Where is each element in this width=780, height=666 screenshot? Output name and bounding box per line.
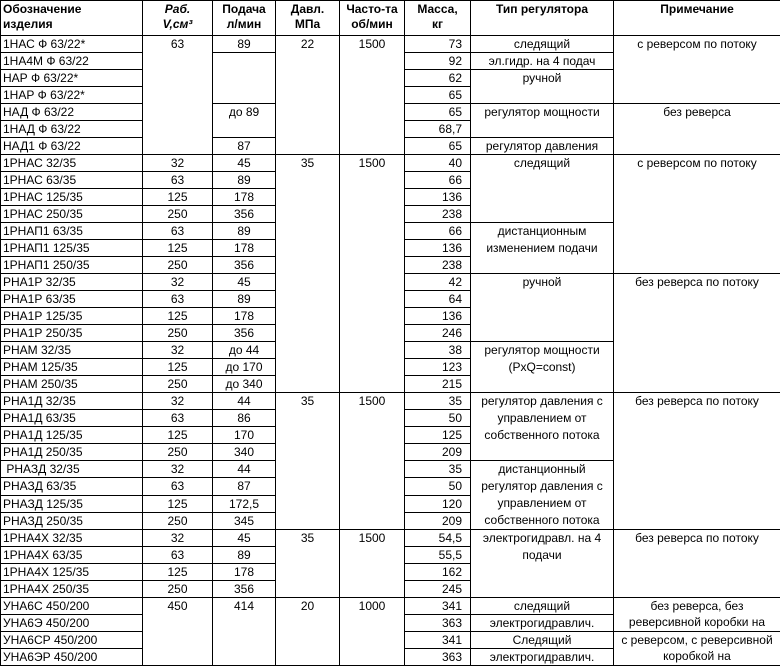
table-row: РНА1Д 250/35 250 340 209 — [1, 444, 780, 461]
header-frequency: Часто-та об/мин — [340, 1, 405, 36]
table-row: 1РНАС 63/35 63 89 66 — [1, 172, 780, 189]
table-row: НАР Ф 63/22* 62 ручной — [1, 70, 780, 87]
table-row: 1НАС Ф 63/22* 63 89 22 1500 73 следящий с реверсом по потоку — [1, 36, 780, 53]
table-row: 1РНА4Х 125/35 125 178 162 — [1, 564, 780, 581]
table-row: 1РНАС 250/35 250 356 238 — [1, 206, 780, 223]
table-row: НАД Ф 63/22 до 89 65 регулятор мощности без реверса — [1, 104, 780, 121]
table-row: РНА1Р 125/35 125 178 136 — [1, 308, 780, 325]
table-row: 1НАР Ф 63/22* 65 — [1, 87, 780, 104]
table-row: УНА6Э 450/200 363 электрогидравлич. — [1, 615, 780, 632]
header-regulator: Тип регулятора — [471, 1, 614, 36]
table-row: РНАЗД 125/35 125 172,5 120 — [1, 495, 780, 512]
table-row: РНА1Р 63/35 63 89 64 — [1, 291, 780, 308]
table-row: НАД1 Ф 63/22 87 65 регулятор давления — [1, 138, 780, 155]
header-pressure: Давл. МПа — [276, 1, 340, 36]
table-row: РНА1Р 32/35 32 45 42 ручной без реверса по потоку — [1, 274, 780, 291]
table-row: УНА6С 450/200 450 414 20 1000 341 следящий без реверса, без реверсивной коробки на — [1, 598, 780, 615]
table-row: РНАЗД 63/35 63 87 50 — [1, 478, 780, 495]
table-row: 1РНАС 125/35 125 178 136 — [1, 189, 780, 206]
header-volume: Раб. V,см³ — [143, 1, 213, 36]
table-row: РНАЗД 250/35 250 345 209 — [1, 512, 780, 529]
table-row: РНА1Д 125/35 125 170 125 — [1, 427, 780, 444]
table-row: РНА1Р 250/35 250 356 246 — [1, 325, 780, 342]
table-row: 1РНАС 32/35 32 45 35 1500 40 следящий с реверсом по потоку — [1, 155, 780, 172]
table-row: УНА6СР 450/200 341 Следящий с реверсом, с реверсивной коробкой на — [1, 632, 780, 649]
table-row: 1РНАП1 63/35 63 89 66 дистанционным изменением подачи — [1, 223, 780, 240]
header-flow: Подача л/мин — [213, 1, 276, 36]
header-designation: Обозначение изделия — [1, 1, 143, 36]
table-row: 1РНА4Х 32/35 32 45 35 1500 54,5 электрогидравл. на 4 подачи без реверса по потоку — [1, 530, 780, 547]
table-row: 1НАД Ф 63/22 68,7 — [1, 121, 780, 138]
table-row: 1НА4М Ф 63/22 92 эл.гидр. на 4 подач — [1, 53, 780, 70]
table-row: РНА1Д 63/35 63 86 50 — [1, 410, 780, 427]
table-row: РНАЗД 32/35 32 44 35 дистанционный регулятор давления с управлением от собственного потока — [1, 461, 780, 478]
table-row: 1РНА4Х 63/35 63 89 55,5 — [1, 547, 780, 564]
table-row: РНАМ 250/35 250 до 340 215 — [1, 376, 780, 393]
table-row: РНА1Д 32/35 32 44 35 1500 35 регулятор давления с управлением от собственного потока без реверса по потоку — [1, 393, 780, 410]
table-row: РНАМ 32/35 32 до 44 38 регулятор мощности (PxQ=const) — [1, 342, 780, 359]
header-row — [1, 1, 780, 36]
table-row: 1РНАП1 250/35 250 356 238 — [1, 257, 780, 274]
table-row: РНАМ 125/35 125 до 170 123 — [1, 359, 780, 376]
table-row: 1РНА4Х 250/35 250 356 245 — [1, 581, 780, 598]
table-row: УНА6ЭР 450/200 363 электрогидравлич. — [1, 649, 780, 666]
header-mass: Масса, кг — [405, 1, 471, 36]
header-note: Примечание — [614, 1, 780, 36]
table-row: 1РНАП1 125/35 125 178 136 — [1, 240, 780, 257]
